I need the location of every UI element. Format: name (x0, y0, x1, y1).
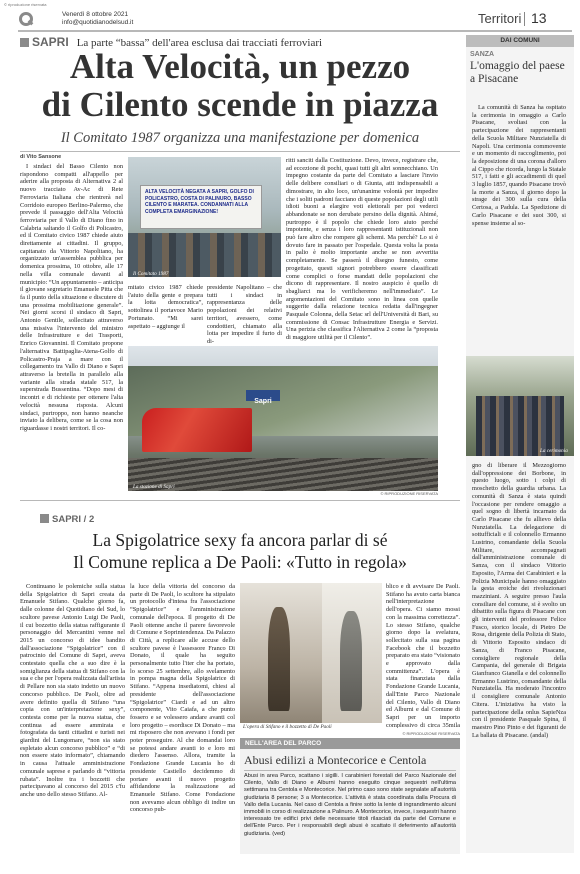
article3-headline: Abusi edilizi a Montecorice e Centola (244, 753, 427, 767)
article2-kicker-line (40, 509, 94, 527)
article1-column-2: mitato civico 1987 chiede l'aiuto della gente e prepara la lotta democratica”, sottolinea il portavoce Mario Portunato. “Mi sarei aspettato – aggiunge il (128, 284, 203, 330)
article1-headline-line1: Alta Velocità, un pezzo (69, 47, 411, 86)
header-divider (524, 12, 525, 26)
de-paoli-sketch (340, 611, 362, 711)
article2-kicker: SAPRI / 2 (52, 514, 95, 525)
article1-rule (20, 151, 460, 152)
ceremony-photo (466, 356, 574, 456)
article2-credit: © RIPRODUZIONE RISERVATA (402, 731, 460, 736)
article2-rule (20, 500, 460, 501)
issue-date: Venerdì 8 ottobre 2021 (62, 11, 129, 18)
article3-body: Abusi in area Parco, scattano i sigilli. I carabinieri forestali del Parco Nazionale del Cilento, Vallo di Diano e Alburni hanno eseguito cinque sequestri nell'ultima settimana tra Centola e Montecorice. Nel primo caso sono state segnalate all'autorità giudiziaria 8 persone; 3 a Montecorice. L'attività è stata coordinata dalla Procura di Vallo della Lucania. Nel caso di Centola a finire sotto la lente di ingrandimento alcuni immobili in corso di realizzazione a Palinuro. A Montecorice, invece, i sequestri hanno interessato tre edifici privi delle necessarie titoli rilasciati da parte del Comune e dell'Ente Parco. Per i responsabili degli abusi è scattato il deferimento all'autorità giudiziaria. (ved) (244, 773, 456, 837)
article2-column-3: blico e di avvisare De Paoli. Stifano ha avuto carta bianca nell'interpretazione dell'opera. Ci siamo mossi con la massima correttezza”. Lo stesso Stifano, qualche giorno dopo la svelatura, sollecitato sulla sua pagina Facebook che il bozzetto preparato era stato “visionato e approvato dalla committenza”. L'opera è stata finanziata dalla Fondazione Grande Lucania, dall'Ente Parco Nazionale del Cilento, Vallo di Diano ed Alburni e dal Comune di Sapri per un importo complessivo di circa 35mila (386, 583, 460, 728)
comitato-photo (128, 157, 281, 277)
article1-kicker: SAPRI (32, 35, 69, 49)
article3-rule (244, 770, 456, 771)
section-name: Territori (478, 11, 522, 26)
header-rule (18, 30, 572, 32)
sidebar-body-bottom: gno di liberare il Mezzogiorno dall'oppressione dei Borbone, in questo luogo, sotto i colpi di moschetto della guardia urbana. La comunità di Sanza è stata quindi l'occasione per rendere omaggio a quel sogno di libertà incarnato da Carlo Pisacane che fu allievo della Nunziatella. La delegazione di sottufficiali e il colonnello Ermanno Lustrino, comandante della Scuola Militare, accompagnati dall'amministrazione comunale di Sanza, con il sindaco Vittorio Esposito, l'Arma dei Carabinieri e la Polizia Municipale hanno omaggiato la gesta eroiche dei rivoluzionari mazziniani. A seguire presso l'aula consiliare del comune, si è svolto un dibattito sulla figura di Pisacane con gli interventi del professore Felice Fusco, storico locale, di Pietro De Rosa, dirigente della Polizia di Stato, di Vittorio Esposito sindaco di Sanza, di Franco Pisacane, consigliere regionale della Campania, del generale di Brigata Gianfranco Gianella e del colonnello Ermanno Lustrino, comandante della Nunziatella. Ha moderato l'incontro il consigliere comunale Antonio Citera. L'iniziativa ha visto la partecipazione della onlus SapieNza con il presidente Pasquale Spina, il maestro Pino Pinto e dei figuranti de La ballata di Pisacane. (andal) (472, 462, 566, 739)
station-photo (128, 346, 438, 491)
kicker-square-icon (40, 514, 49, 523)
page-number: 13 (531, 10, 547, 26)
ceremony-crowd (476, 396, 564, 456)
article1-column-1: I sindaci del Basso Cilento non rispondono compatti all'appello per aderire alla proposta di Alternativa 2 al nuovo tracciato Av-Ac di Rete Ferroviaria Italiana che rientrerà nel Corridoio europeo Berlino-Palermo, che prevede il passaggio dell'Alta Velocità ferroviaria per il Vallo di Diano fino in Calabria saltando il Golfo di Policastro, ed il Comitato civico 1987 chiede aiuto direttamente ai cittadini. Il gruppo, capitanato da Vittorio Napolitano, ha organizzato un'assemblea pubblica per domenica prossima, 10 ottobre, alle 17 nella villa comunale davanti al municipio: “Un appuntamento – anticipa il giovane segretario Emanuele Pitta che fa il punto della situazione e discutere di una prossima mobilitazione generale”. Nei giorni scorsi il sindaco di Sapri, Antonio Gentile, sollecitato attraverso una missiva l'intervento del ministro delle Infrastrutture e dei Trasporti, Enrico Giovannini. Il Comitato propone l'alternativa Battipaglia-Atena-Golfo di Policastro-Praja a mare con il collegamento tra Vallo di Diano e Sapri attraverso la bretella in parallelo alla variante alla strada statale 517, la superstrada Bussentina. “Dopo mesi di incontri e di richieste per ottenere l'alta velocità nessuna risposta. Alcuni sindaci, purtroppo, non hanno neanche inviato la delibera, come se la cosa non riguardasse i nostri territori. Il co- (20, 163, 123, 432)
kicker-square-icon (20, 38, 29, 47)
sidebar-body-top: La comunità di Sanza ha ospitato la cerimonia in omaggio a Carlo Pisacane, svoltasi con la partecipazione dei rappresentanti della Scuola Militare Nunziatella di Napoli. Una cerimonia commovente e un momento di raccoglimento, poi la deposizione di una corona d'alloro al Cippo che ricorda, lungo la Statale 517, i fatti e gli accadimenti di quel 3 luglio 1857, quando Pisacane trovò la morte a Sanza, il giorno dopo la strage dei 300 sulla cura della Certosa, a Padula. La Spedizione di Carlo Pisacane e dei suoi 300, si spense insieme al so- (472, 104, 566, 227)
article1-byline: di Vito Sansone (20, 154, 62, 160)
article2-headline-line1: La Spigolatrice sexy fa ancora parlar di sé (92, 530, 388, 550)
article1-subhead: Il Comitato 1987 organizza una manifestazione per domenica (60, 130, 420, 146)
station-photo-caption: La stazione di Sapri (133, 484, 175, 490)
article1-column-4: ritti sanciti dalla Costituzione. Devo, invece, registrare che, ad eccezione di pochi, quasi tutti gli altri sonnecchiano. Un impegno costante da parte del Comitato a lasciare l'invio delle delibere consiliari o di Giunta, atti indispensabili a dimostrare, in alto loco, un'unanime volontà per impedire che i soliti padroni facciano di queste popolazioni degli utili idioti buoni a elargire voti elettorali per poi vederci abbandonate se non derubate persino della dignità. Ahimé, purtroppo è il popolo che chiede loro aiuto perché impotente, e senza i loro rappresentanti istituzionali non può fare altro che rompere gli schemi. Ma perché? Lo si è dovuto fare in passato per l'ospedale. Questa volta la posta in palio è molto importante anche se non avvertita completamente. Se passerà il disegno funesto, come progettato, questi signori potrebbero essere classificati come complici o forse mandati delle popolazioni che dicono di rappresentare. Il nostro auspicio è quello di sbagliarci ma lo verificheremo nell'immediato”. Le argomentazioni del Comitato sono in linea con quelle suggerite dalla relazione tecnica redatta dall'ingegner Pasquale Colonna, della Setac srl dell'Università di Bari, su commissione di Consac Infrastrutture Energia e Servizi. Una perizia che classifica l'Alternativa 2 come la “proposta di maggiore utilità per il Cilento”. (286, 157, 438, 342)
article2-headline-line2: Il Comune replica a De Paoli: «Tutto in regola» (73, 552, 407, 572)
article2-column-2: la luce della vittoria del concorso da parte di De Paoli, lo scultore ha stipulato un protocollo d'intesa fra l'associazione “Spigolatrice” e l'amministrazione comunale dell'epoca. Il progetto di De Paoli ottenne anche il parere favorevole di Comune e Soprintendenza. Da Palazzo di Città, a replicare alle accuse dello scultore pavese è l'assessore Franco Di Donato, il quale ha seguito personalmente tutto l'iter che ha portato, lo scorso 25 settembre, allo svelamento in pompa magna della Spigolatrice di Stifano. “Appena insediatomi, chiesi al presidente dell'associazione “Spigolatrice” Ciardi e ad un altro componente, Vito Caiafa, a che punto fossero e se volessero andare avanti col loro progetto – esordisce Di Donato – ma mi risposero che non avevano i fondi per poter proseguire. Al che domandai loro se potessi andare avanti io e loro mi diedero l'assenso. Allora, tramite la Fondazione Grande Lucania ho di presidente Castiello decidemmo di portare avanti il nuovo progetto affidandone la realizzazione ad Emanuele Stifano. Come Fondazione non avevamo alcun obbligo di indire un concorso pub- (130, 583, 235, 814)
masthead-q-logo-icon (19, 12, 33, 26)
sidebar-kicker: SANZA (470, 51, 495, 58)
sapri-station-sign: Sapri (246, 390, 280, 401)
frecciarossa-train (142, 408, 252, 452)
article2-column-1: Continuano le polemiche sulla statua della Spigolatrice di Sapri creata da Emanuele Stifano. Qualche giorno fa, dalle colonne del Quotidiano del Sud, lo scultore pavese Antonio Luigi De Paoli, il cui bozzetto della statua raffigurante il personaggio del Mercantini venne nel 2015 un concorso di idee bandito dall'associazione “Spigolatrice” con il patrocinio del Comune di Sapri, aveva contestato quella che a suo dire è la somiglianza della statua di Stifano con la sua e che per l'opera realizzata dall'artista di Pellare non sia stato indetto un nuovo concorso pubblico. De Paoli, oltre ad avere definito quella di Stifano “una copia con un'interpretazione sexy”, contesta come per la nuova statua, che continua ad essere ammirata e fotografata da tanti cittadini e turisti nei giardini del Lungomare, “non sia stato espletato alcun concorso pubblico” e “di non essere stato informato”, chiamando in causa l'attuale amministrazione comunale saprese e parlando di “vittoria rubata”. Inoltre tra i bozzetti che partecipavano al concorso del 2015 c'fu anche uno dello stesso Stifano. Al- (20, 583, 125, 798)
ceremony-photo-caption: La cerimonia (540, 448, 568, 454)
sidebar-label: DAI COMUNI (466, 35, 574, 47)
sketch-photo (322, 583, 382, 723)
protest-banner (140, 185, 262, 229)
article3-label: NELL'AREA DEL PARCO (240, 738, 460, 749)
contact-email: info@quotidianodelsud.it (62, 19, 134, 26)
article1-headline-line2: di Cilento scende in piazza (41, 85, 439, 124)
article1-kicker-text: La parte “bassa” dell'area esclusa dai tracciati ferroviari (76, 37, 323, 49)
copyright-note: © riproduzione riservata (4, 2, 47, 7)
article1-column-3: presidente Napolitano – che tutti i sindaci in rappresentanza delle popolazioni dei relativi territori, avessero, come condottieri, chiamato alla lotta per impedire il furto di di- (207, 284, 282, 344)
spigolatrice-statue (268, 607, 290, 711)
protest-banner-text: ALTA VELOCITÀ NEGATA A SAPRI, GOLFO DI POLICASTRO, COSTA DI PALINURO, BASSO CILENTO E MARATEA. CONDANNATI ALLA COMPLETA EMARGINAZIONE! (145, 189, 254, 215)
statue-photo (240, 583, 322, 723)
sidebar-title: L'omaggio del paese a Pisacane (470, 60, 565, 85)
article1-credit: © RIPRODUZIONE RISERVATA (380, 491, 438, 496)
comitato-photo-caption: Il Comitato 1987 (133, 271, 169, 277)
statue-photo-caption: L'opera di Stifano e il bozzetto di De Paoli (243, 724, 332, 730)
